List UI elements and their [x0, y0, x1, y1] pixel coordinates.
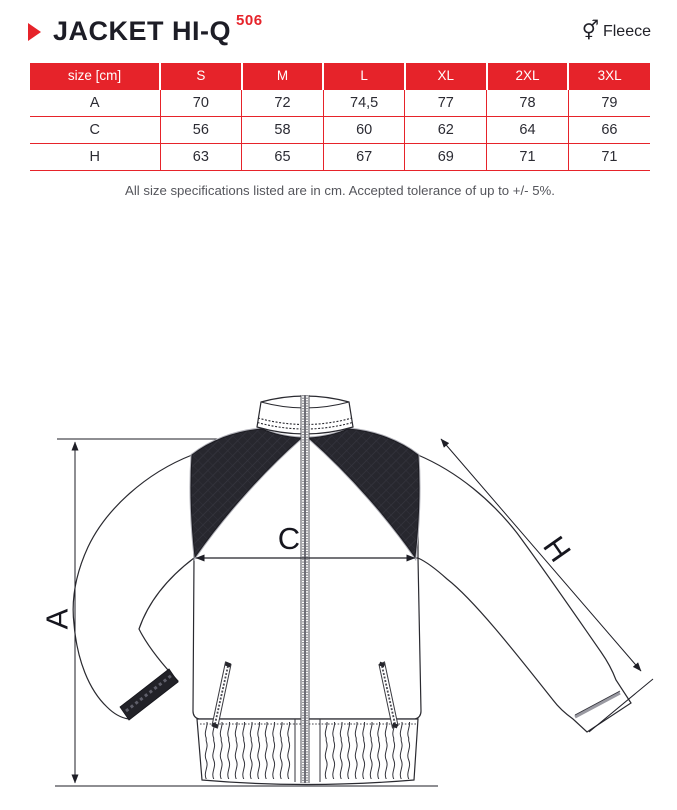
size-cell: 71 [487, 143, 569, 170]
right-sleeve [418, 455, 631, 732]
col-header-m: M [242, 63, 324, 89]
col-header-l: L [323, 63, 405, 89]
size-cell: 60 [323, 116, 405, 143]
table-row-h [30, 143, 650, 170]
size-cell: 78 [487, 89, 569, 116]
dimension-label-h: H [536, 529, 578, 568]
col-header-xl: XL [405, 63, 487, 89]
col-header-3xl: 3XL [568, 63, 650, 89]
page-header [0, 0, 677, 55]
size-cell: 56 [160, 116, 242, 143]
product-name: JACKET HI-Q [53, 16, 232, 46]
row-label-h: H [30, 143, 160, 170]
size-cell: 64 [487, 116, 569, 143]
table-row-c [30, 116, 650, 143]
size-cell: 63 [160, 143, 242, 170]
size-cell: 72 [242, 89, 324, 116]
jacket-diagram-svg [0, 381, 677, 810]
col-header-s: S [160, 63, 242, 89]
size-cell: 65 [242, 143, 324, 170]
jacket-technical-drawing [0, 381, 677, 810]
size-table-header-row [30, 63, 650, 89]
unisex-gender-icon: ⚥ [581, 21, 599, 42]
size-cell: 77 [405, 89, 487, 116]
size-cell: 71 [568, 143, 650, 170]
col-header-2xl: 2XL [487, 63, 569, 89]
red-triangle-icon [28, 23, 41, 41]
size-cell: 74,5 [323, 89, 405, 116]
table-footnote: All size specifications listed are in cm. Accepted tolerance of up to +/- 5%. [125, 182, 555, 198]
page-title [53, 12, 263, 47]
table-row-a [30, 89, 650, 116]
row-label-c: C [30, 116, 160, 143]
zipper [301, 395, 310, 783]
product-code: 506 [236, 12, 263, 29]
dimension-label-a: A [39, 608, 75, 629]
size-cell: 79 [568, 89, 650, 116]
size-cell: 69 [405, 143, 487, 170]
size-cell: 58 [242, 116, 324, 143]
size-cell: 70 [160, 89, 242, 116]
size-cell: 67 [323, 143, 405, 170]
shoulder-panel-right [309, 429, 419, 557]
material-badge [582, 22, 651, 41]
size-cell: 62 [405, 116, 487, 143]
size-table [30, 63, 650, 171]
material-label: Fleece [602, 22, 651, 40]
left-sleeve [73, 455, 194, 720]
col-header-size: size [cm] [30, 63, 160, 89]
dimension-label-c: C [277, 520, 301, 556]
size-cell: 66 [568, 116, 650, 143]
row-label-a: A [30, 89, 160, 116]
